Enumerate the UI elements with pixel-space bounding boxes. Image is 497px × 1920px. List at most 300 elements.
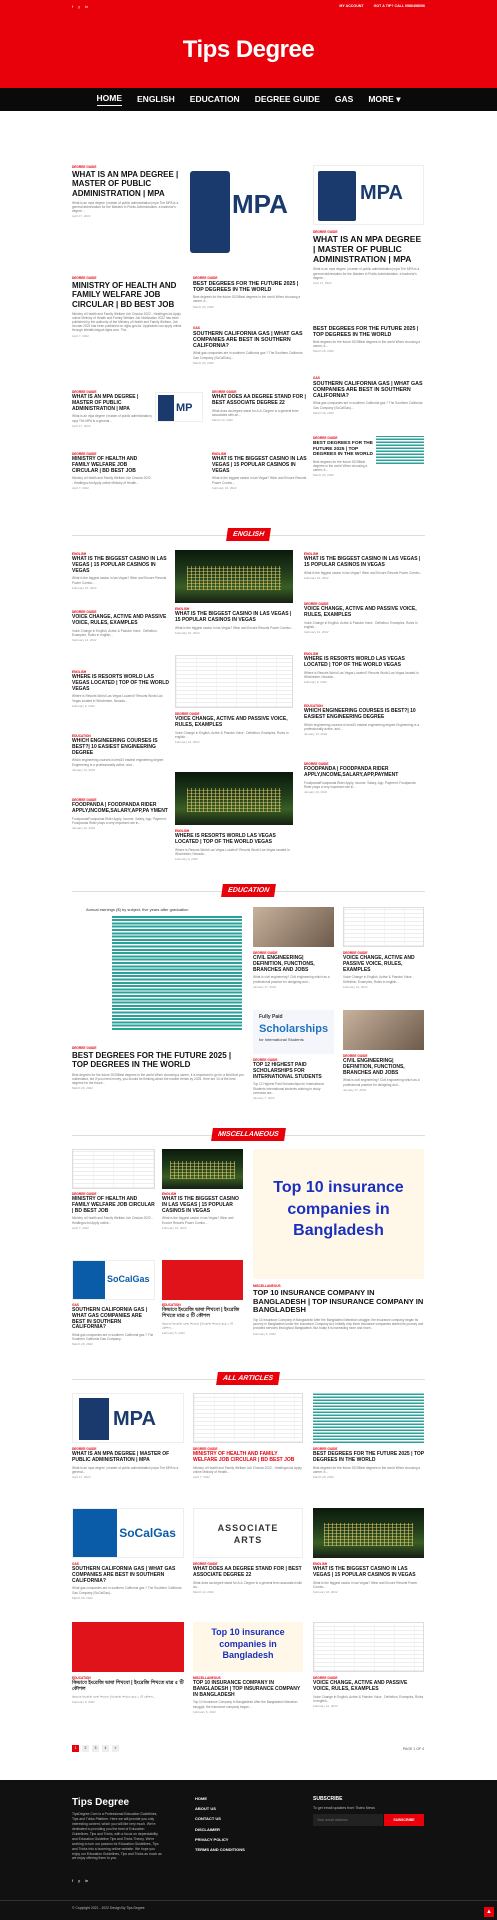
english-c1-image[interactable] <box>175 550 293 603</box>
post-category[interactable]: ENGLISH <box>313 1562 328 1566</box>
post-category[interactable]: DEGREE GUIDE <box>72 390 97 394</box>
mpa-book-icon <box>158 395 174 421</box>
post-excerpt: Voice Change in English, Active & Passive Voice , Definition, Examples, Rules in english... <box>343 975 414 984</box>
post-title[interactable]: SOUTHERN CALIFORNIA GAS | WHAT GAS COMPANIES ARE BEST IN SOUTHERN CALIFORNIA? <box>313 381 423 400</box>
all-a1-image[interactable] <box>72 1393 184 1443</box>
post-date: March 26, 2022 <box>72 1086 93 1090</box>
all-c3-image[interactable] <box>313 1622 424 1672</box>
post-excerpt: FoodpandaFoodpanda Rider Apply, Income, Salary, App, Payment: Foodpanda Rider plays a very important role in... <box>304 780 416 789</box>
post-title[interactable]: WHICH ENGINEERING COURSES IS BEST?| 10 EASIEST ENGINEERING DEGREE <box>304 708 416 720</box>
post-date: February 5, 2022 <box>162 1330 185 1335</box>
post-date: April 17, 2022 <box>72 214 91 219</box>
scholar-caption: Fully Paid <box>259 1014 283 1020</box>
post-excerpt: কিভাবে ইংরেজি ভাষা শিখবো | ইংরেজি শিখতে মাত্র ৫ টি কৌশল... <box>72 1694 156 1699</box>
post-title[interactable]: SOUTHERN CALIFORNIA GAS | WHAT GAS COMPANIES ARE BEST IN SOUTHERN CALIFORNIA? <box>193 331 303 350</box>
english-r2-post[interactable] <box>304 602 424 635</box>
post-date: January 13, 2022 <box>304 731 328 736</box>
post-category[interactable]: DEGREE GUIDE <box>212 390 237 394</box>
featured-mpa-image[interactable] <box>184 163 301 261</box>
insurance-image-text: Top 10 insurance companies in Bangladesh <box>273 1179 404 1240</box>
post-title[interactable]: WHAT IS THE BIGGEST CASINO IN LAS VEGAS | 15 POPULAR CASINOS IN VEGAS <box>162 1196 239 1214</box>
facebook-icon[interactable]: f <box>72 1878 74 1883</box>
post-category[interactable]: DEGREE GUIDE <box>343 1054 368 1058</box>
featured-right-post[interactable] <box>313 230 424 286</box>
post-category[interactable]: ENGLISH <box>72 670 87 674</box>
post-category[interactable]: DEGREE GUIDE <box>72 1447 97 1451</box>
nav-education[interactable]: EDUCATION <box>189 93 240 104</box>
youtube-icon[interactable]: y <box>78 1878 81 1883</box>
post-excerpt: FoodpandaFoodpanda Rider Apply, Income, Salary, App, Payment: Foodpanda Rider plays a very important role in... <box>72 816 167 825</box>
all-c1-post[interactable] <box>72 1676 184 1705</box>
section-misc-header <box>0 1128 497 1141</box>
education-a-post[interactable] <box>253 951 334 990</box>
footer-link-disclaimer[interactable]: DISCLAIMER <box>195 1826 220 1832</box>
linkedin-icon[interactable]: in <box>85 1878 89 1883</box>
scholar-word: Scholarships <box>259 1023 329 1035</box>
featured-right-image[interactable] <box>313 165 424 225</box>
post-date: March 13, 2022 <box>193 1589 214 1594</box>
post-title[interactable]: FOODPANDA | FOODPANDA RIDER APPLY,INCOME,SALARY,APP,PAYMENT <box>304 766 399 778</box>
post-date: April 17, 2022 <box>72 1474 91 1479</box>
post-title[interactable]: WHAT DOES AA DEGREE STAND FOR | BEST ASSOCIATE DEGREE 22 <box>193 1566 302 1578</box>
footer-links <box>195 1796 245 1852</box>
site-footer <box>0 1780 497 1920</box>
post-excerpt: Voice Change in English, Active & Passive Voice , Definition, Examples, Rules in english... <box>72 628 158 637</box>
linkedin-icon[interactable]: in <box>85 4 89 9</box>
english-r3-post[interactable] <box>304 652 424 685</box>
post-excerpt: Voice Change in English, Active & Passive Voice , Definition, Examples, Rules in english... <box>313 1694 424 1703</box>
post-date: March 26, 2022 <box>193 360 214 365</box>
all-a2-image[interactable] <box>193 1393 303 1443</box>
post-category[interactable]: DEGREE GUIDE <box>253 1058 278 1062</box>
post-excerpt: Best degrees for the future 2025Best degrees in the world When choosing a career, it is important to go for a field that you understand, but if you need money, you should be thinking about the market trends by 2025. Here are 10 of the best degrees for the future... <box>72 1072 244 1085</box>
post-excerpt: What is the biggest casino in las Vegas? Winn and Encore Resorts Power Combo... <box>162 1216 234 1225</box>
post-date: March 26, 2022 <box>72 1595 93 1600</box>
post-title[interactable]: WHAT IS AN MPA DEGREE | MASTER OF PUBLIC ADMINISTRATION | MPA <box>72 394 139 412</box>
post-date: January 17, 2022 <box>253 984 277 989</box>
post-category[interactable]: EDUCATION <box>72 734 91 738</box>
english-l5-post[interactable] <box>72 798 172 831</box>
next-page-icon[interactable]: » <box>112 1745 119 1752</box>
misc-a-post[interactable] <box>72 1192 155 1231</box>
post-title[interactable]: WHAT DOES AA DEGREE STAND FOR | BEST ASSOCIATE DEGREE 22 <box>212 394 306 406</box>
post-date: March 26, 2022 <box>313 349 334 354</box>
post-date: April 7, 2022 <box>72 1225 89 1230</box>
featured-left-post[interactable] <box>72 165 182 219</box>
footer-divider <box>0 1900 497 1901</box>
socalgas-logo-icon <box>73 1261 105 1299</box>
misc-c-post[interactable] <box>72 1303 155 1347</box>
english-l3-post[interactable] <box>72 670 172 709</box>
post-category[interactable]: DEGREE GUIDE <box>193 276 218 280</box>
grid1b-e-post[interactable] <box>313 436 373 478</box>
post-title[interactable]: TOP 10 INSURANCE COMPANY IN BANGLADESH | TOP INSURANCE COMPANY IN BANGLADESH <box>193 1680 301 1698</box>
misc-d-post[interactable] <box>162 1303 243 1336</box>
education-chart-image[interactable] <box>72 905 247 1040</box>
post-category[interactable]: DEGREE GUIDE <box>304 602 329 606</box>
post-date: February 16, 2022 <box>304 575 329 580</box>
post-title[interactable]: BEST DEGREES FOR THE FUTURE 2025 | TOP DEGREES IN THE WORLD <box>72 1051 232 1070</box>
post-excerpt: What is the biggest casino in las Vegas? Winn and Encore Resorts Power Combo... <box>304 570 422 575</box>
post-excerpt: Top 10 Insurance Company in Bangladesh After the Bangladesh liberation struggle, the insurance company began... <box>193 1700 298 1709</box>
post-title[interactable]: WHAT IS THE BIGGEST CASINO IN LAS VEGAS | 15 POPULAR CASINOS IN VEGAS <box>175 611 292 623</box>
nav-degree-guide[interactable]: DEGREE GUIDE <box>254 93 320 104</box>
post-date: April 17, 2022 <box>313 280 332 285</box>
socalgas-logo-icon <box>73 1509 117 1557</box>
post-excerpt: Top 10 Insurance Company in Bangladesh After the Bangladesh liberation struggle, the insurance company began its journey in Bangladesh under the Insurance Company Act. Initially only three insurance companies started its journey and provided services throughout Bangladesh. But today it is increasing more and more... <box>253 1318 424 1331</box>
english-c3-image[interactable] <box>175 772 293 825</box>
post-category[interactable]: EDUCATION <box>162 1303 181 1307</box>
post-date: March 26, 2022 <box>193 304 214 309</box>
nav-gas[interactable]: GAS <box>334 93 354 104</box>
post-category[interactable]: DEGREE GUIDE <box>72 452 97 456</box>
post-title[interactable]: WHAT IS AN MPA DEGREE | MASTER OF PUBLIC ADMINISTRATION | MPA <box>72 170 179 198</box>
post-date: March 26, 2022 <box>313 1474 334 1479</box>
post-title[interactable]: SOUTHERN CALIFORNIA GAS | WHAT GAS COMPANIES ARE BEST IN SOUTHERN CALIFORNIA? <box>72 1566 176 1584</box>
all-b1-image[interactable] <box>72 1508 184 1558</box>
post-excerpt: What is the biggest casino in las Vegas? Winn and Encore Resorts Power Combo... <box>313 1580 418 1589</box>
post-category[interactable]: ENGLISH <box>175 607 190 611</box>
education-d-image[interactable] <box>343 1010 424 1050</box>
english-r5-post[interactable] <box>304 762 424 795</box>
post-title[interactable]: কিভাবে ইংরেজি ভাষা শিখবো | ইংরেজি শিখতে মাত্র ৫ টি কৌশল <box>162 1307 240 1319</box>
post-excerpt: What is an mpa degree | master of public administration| mpa The MPA is a general... <box>72 414 152 423</box>
misc-b-post[interactable] <box>162 1192 243 1231</box>
post-category[interactable]: DEGREE GUIDE <box>72 1046 97 1050</box>
post-title[interactable]: WHERE IS RESORTS WORLD LAS VEGAS LOCATED | TOP OF THE WORLD VEGAS <box>304 656 405 668</box>
post-title[interactable]: BEST DEGREES FOR THE FUTURE 2025 | TOP DEGREES IN THE WORLD <box>193 281 299 294</box>
footer-link-terms[interactable]: TERMS AND CONDITIONS <box>195 1846 245 1852</box>
misc-d-image[interactable] <box>162 1260 243 1300</box>
english-r4-post[interactable] <box>304 704 424 737</box>
post-category[interactable]: DEGREE GUIDE <box>253 951 278 955</box>
post-title[interactable]: WHAT IS THE BIGGEST CASINO IN LAS VEGAS | 15 POPULAR CASINOS IN VEGAS <box>212 456 307 474</box>
grid1-mid2-post[interactable] <box>193 326 303 366</box>
post-title[interactable]: MINISTRY OF HEALTH AND FAMILY WELFARE JOB CIRCULAR | BD BEST JOB <box>72 456 138 474</box>
post-title[interactable]: VOICE CHANGE, ACTIVE AND PASSIVE VOICE, RULES, EXAMPLES <box>313 1680 408 1692</box>
post-category[interactable]: DEGREE GUIDE <box>193 1562 218 1566</box>
post-category[interactable]: DEGREE GUIDE <box>343 951 368 955</box>
post-title[interactable]: VOICE CHANGE, ACTIVE AND PASSIVE VOICE, RULES, EXAMPLES <box>304 606 417 618</box>
post-date: February 12, 2022 <box>175 739 200 744</box>
mpa-logo-text: MPA <box>113 1408 156 1430</box>
footer-brand[interactable]: Tips Degree <box>72 1797 130 1808</box>
nav-more[interactable]: MORE ▾ <box>368 93 401 104</box>
post-excerpt: Where is Resorts World Las Vegas Located? Resorts World Las Vegas located in Winchester, Nevada... <box>72 694 163 703</box>
post-excerpt: What is the biggest casino in las Vegas? Winn and Encore Resorts Power Combo... <box>72 576 167 585</box>
page-2[interactable]: 2 <box>82 1745 89 1752</box>
post-excerpt: What is an mpa degree | master of public administration| mpa The MPA is a general... <box>72 1465 179 1474</box>
grid1b-e-image[interactable] <box>376 436 424 464</box>
english-c1-post[interactable] <box>175 607 293 636</box>
post-title[interactable]: BEST DEGREES FOR THE FUTURE 2025 | TOP DEGREES IN THE WORLD <box>313 1451 424 1463</box>
all-b2-post[interactable] <box>193 1562 303 1595</box>
english-c3-post[interactable] <box>175 829 293 862</box>
footer-copyright: © Copyright 2021 - 2022 Design By Tips Degree <box>72 1906 145 1910</box>
all-c1-image[interactable] <box>72 1622 184 1672</box>
scholar-sub: for International Students <box>259 1037 304 1042</box>
post-excerpt: What is civil engineering? Civil engineering which as a professional practice for designing and... <box>253 975 330 984</box>
education-d-post[interactable] <box>343 1054 424 1093</box>
my-account-link[interactable]: MY ACCOUNT <box>339 4 364 8</box>
socalgas-logo-text: SoCalGas <box>119 1525 176 1540</box>
section-title: MISCELLANEOUS <box>211 1128 286 1141</box>
tip-call-link[interactable]: GOT A TIP? CALL 0986458056 <box>373 4 425 8</box>
education-b-post[interactable] <box>343 951 424 990</box>
mpa-book-icon <box>318 171 356 221</box>
grid1-right2-post[interactable] <box>313 376 424 416</box>
post-date: April 17, 2022 <box>72 423 91 428</box>
post-excerpt: Where is Resorts World Las Vegas Located? Resorts World Las Vegas located in Winchester, Nevada... <box>304 670 419 679</box>
post-title[interactable]: MINISTRY OF HEALTH AND FAMILY WELFARE JOB CIRCULAR | BD BEST JOB <box>193 1451 295 1463</box>
post-date: February 16, 2022 <box>72 585 97 590</box>
english-l1-post[interactable] <box>72 552 172 591</box>
top-links <box>339 4 425 9</box>
page-3[interactable]: 3 <box>92 1745 99 1752</box>
socalgas-logo-text: SoCalGas <box>107 1274 150 1285</box>
english-r1-post[interactable] <box>304 552 424 581</box>
post-date: April 7, 2022 <box>72 485 89 490</box>
section-all-header <box>0 1372 497 1385</box>
chart-title: Annual earnings ($) by subject, five years after graduation <box>86 907 189 912</box>
subscribe-email-input[interactable] <box>313 1814 383 1826</box>
post-category[interactable]: ENGLISH <box>72 552 87 556</box>
post-date: February 16, 2022 <box>313 1589 338 1594</box>
post-excerpt: Ministry of Health and Family Welfare Job Circular 2022 - Healthgov.bd Apply online... <box>72 1216 153 1225</box>
post-excerpt: Best degrees for the future 2025Best degrees in the world When choosing a career, it... <box>193 295 301 304</box>
misc-big-image[interactable] <box>253 1149 424 1279</box>
post-category[interactable]: DEGREE GUIDE <box>304 762 329 766</box>
post-title[interactable]: WHICH ENGINEERING COURSES IS BEST?| 10 EASIEST ENGINEERING DEGREE <box>72 738 158 756</box>
grid1b-a-image[interactable] <box>155 392 203 422</box>
post-category[interactable]: ENGLISH <box>212 452 227 456</box>
post-excerpt: What is the biggest casino in las Vegas? Winn and Encore Resorts Power Combo... <box>175 625 293 630</box>
post-date: March 26, 2022 <box>313 410 334 415</box>
pagination <box>72 1745 119 1752</box>
footer-social <box>72 1878 88 1883</box>
post-excerpt: Which engineering courses is best10 easiest engineering degree Engineering is a professionally active, and... <box>72 758 164 767</box>
post-excerpt: Top 12 Highest Paid Scholarships for International Students International students wishing to study overseas are... <box>253 1082 324 1095</box>
post-date: January 17, 2022 <box>343 1087 367 1092</box>
mpa-logo-text: MPA <box>360 182 403 204</box>
post-category[interactable]: MISCELLANEOUS <box>253 1284 281 1288</box>
education-c-image[interactable] <box>253 1010 334 1054</box>
grid1-big-post[interactable] <box>72 276 182 338</box>
misc-big-post[interactable] <box>253 1284 424 1336</box>
all-c3-post[interactable] <box>313 1676 424 1709</box>
post-title[interactable]: TOP 12 HIGHEST PAID SCHOLARSHIPS FOR INTERNATIONAL STUDENTS <box>253 1062 322 1080</box>
post-excerpt: What is the biggest casino in las Vegas? Winn and Encore Resorts Power Combo... <box>212 476 307 485</box>
post-excerpt: Voice Change in English, Active & Passive Voice , Definition, Examples, Rules in english... <box>175 730 289 739</box>
mpa-book-icon <box>79 1398 109 1440</box>
top-header <box>0 0 497 88</box>
footer-link-privacy[interactable]: PRIVACY POLICY <box>195 1836 229 1842</box>
post-date: February 5, 2022 <box>72 1699 95 1704</box>
post-excerpt: What gas companies are in southern California gas ? The Southern California Gas Company (SoCalGas)... <box>193 351 303 360</box>
grid1b-d-post[interactable] <box>212 452 307 491</box>
post-date: March 13, 2022 <box>212 417 233 422</box>
post-title[interactable]: WHAT IS THE BIGGEST CASINO IN LAS VEGAS | 15 POPULAR CASINOS IN VEGAS <box>72 556 167 574</box>
post-category[interactable]: EDUCATION <box>304 704 323 708</box>
misc-a-image[interactable] <box>72 1149 155 1189</box>
post-category[interactable]: DEGREE GUIDE <box>72 165 97 169</box>
all-b1-post[interactable] <box>72 1562 184 1601</box>
post-title[interactable]: WHAT IS AN MPA DEGREE | MASTER OF PUBLIC ADMINISTRATION | MPA <box>313 234 422 264</box>
all-c2-image[interactable] <box>193 1622 303 1672</box>
grid1b-a-post[interactable] <box>72 390 152 429</box>
post-category[interactable]: DEGREE GUIDE <box>313 1676 338 1680</box>
post-excerpt: Which engineering courses is best10 easiest engineering degree Engineering is a professionally active, and... <box>304 722 420 731</box>
post-title[interactable]: CIVIL ENGINEERING| DEFINITION, FUNCTIONS, BRANCHES AND JOBS <box>253 955 315 973</box>
post-category[interactable]: DEGREE GUIDE <box>175 712 200 716</box>
post-category[interactable]: DEGREE GUIDE <box>72 276 97 280</box>
post-title[interactable]: MINISTRY OF HEALTH AND FAMILY WELFARE JOB CIRCULAR | BD BEST JOB <box>72 1196 155 1214</box>
post-title[interactable]: WHAT IS AN MPA DEGREE | MASTER OF PUBLIC ADMINISTRATION | MPA <box>72 1451 170 1463</box>
post-category[interactable]: GAS <box>72 1562 79 1566</box>
english-c2-image[interactable] <box>175 655 293 708</box>
footer-link-home[interactable]: HOME <box>195 1796 207 1801</box>
post-date: April 7, 2022 <box>72 333 89 338</box>
post-category[interactable]: ENGLISH <box>175 829 190 833</box>
post-excerpt: Ministry of Health and Family Welfare Job Circular 2022 - Healthgov.bd Apply online Ministry of Health... <box>193 1465 302 1474</box>
post-title[interactable]: WHERE IS RESORTS WORLD LAS VEGAS LOCATED | TOP OF THE WORLD VEGAS <box>175 833 276 845</box>
post-category[interactable]: EDUCATION <box>72 1676 91 1680</box>
post-date: February 12, 2022 <box>343 984 368 989</box>
footer-about: TipsDegree.Com is a Professional Education Guidelines, Tips and Tricks Platform. Here we will provide you only interesting content, which you will like very much. We're dedicated to providing you the best of Education Guidelines, Tips and Tricks, with a focus on dependability and Education Guideline Tips and Tricks Theory. We're working to turn our passion for Education Guidelines, Tips and Tricks into a booming online website. We hope you enjoy our Education Guidelines, Tips and Tricks as much as we enjoy offering them to you. <box>72 1812 162 1861</box>
post-date: February 9, 2022 <box>175 856 198 861</box>
post-category[interactable]: DEGREE GUIDE <box>313 230 338 234</box>
post-date: January 10, 2022 <box>304 789 328 794</box>
post-title[interactable]: FOODPANDA | FOODPANDA RIDER APPLY,INCOME,SALARY,APP,PA YMENT <box>72 802 168 814</box>
subscribe-button[interactable]: SUBSCRIBE <box>384 1814 424 1826</box>
post-category[interactable]: GAS <box>72 1303 79 1307</box>
post-title[interactable]: VOICE CHANGE, ACTIVE AND PASSIVE VOICE, RULES, EXAMPLES <box>175 716 288 728</box>
post-date: February 12, 2022 <box>72 637 97 642</box>
post-title[interactable]: VOICE CHANGE, ACTIVE AND PASSIVE VOICE, RULES, EXAMPLES <box>72 614 167 626</box>
nav-english[interactable]: ENGLISH <box>137 93 175 104</box>
all-a1-post[interactable] <box>72 1447 184 1480</box>
post-title[interactable]: WHAT IS THE BIGGEST CASINO IN LAS VEGAS | 15 POPULAR CASINOS IN VEGAS <box>313 1566 416 1578</box>
all-a3-post[interactable] <box>313 1447 424 1480</box>
post-category[interactable]: DEGREE GUIDE <box>72 610 97 614</box>
post-title[interactable]: TOP 10 INSURANCE COMPANY IN BANGLADESH | TOP INSURANCE COMPANY IN BANGLADESH <box>253 1288 424 1315</box>
all-b3-image[interactable] <box>313 1508 424 1558</box>
social-links <box>72 4 88 9</box>
misc-c-image[interactable] <box>72 1260 155 1300</box>
all-a3-image[interactable] <box>313 1393 424 1443</box>
post-excerpt: What does aa degree stand for A.A. Degree is a general term associated with an... <box>193 1580 303 1589</box>
english-c2-post[interactable] <box>175 712 293 745</box>
scroll-top-icon[interactable]: ▲ <box>484 1907 494 1917</box>
page-count: PAGE 1 OF 4 <box>402 1747 424 1751</box>
post-category[interactable]: ENGLISH <box>162 1192 177 1196</box>
section-title: EDUCATION <box>221 884 276 897</box>
post-date: February 16, 2022 <box>175 630 200 635</box>
post-date: March 26, 2022 <box>72 1342 93 1347</box>
all-a2-post[interactable] <box>193 1447 303 1480</box>
post-category[interactable]: GAS <box>193 326 200 330</box>
post-category[interactable]: GAS <box>313 376 320 380</box>
main-nav <box>0 88 497 111</box>
post-title[interactable]: MINISTRY OF HEALTH AND FAMILY WELFARE JOB CIRCULAR | BD BEST JOB <box>72 281 177 309</box>
footer-link-contact[interactable]: CONTACT US <box>195 1816 221 1822</box>
chevron-down-icon: ▾ <box>396 93 401 104</box>
page-1[interactable]: 1 <box>72 1745 79 1752</box>
education-b-image[interactable] <box>343 907 424 947</box>
all-b3-post[interactable] <box>313 1562 424 1595</box>
grid1-mid1-post[interactable] <box>193 276 303 310</box>
post-excerpt: Where is Resorts World Las Vegas Located? Resorts World Las Vegas located in Winchester, Nevada... <box>175 847 290 856</box>
post-title[interactable]: CIVIL ENGINEERING| DEFINITION, FUNCTIONS, BRANCHES AND JOBS <box>343 1058 405 1076</box>
post-date: January 13, 2022 <box>72 767 96 772</box>
english-l2-post[interactable] <box>72 610 172 643</box>
post-category[interactable]: DEGREE GUIDE <box>72 798 97 802</box>
post-title[interactable]: WHERE IS RESORTS WORLD LAS VEGAS LOCATED | TOP OF THE WORLD VEGAS <box>72 674 169 692</box>
section-english-header <box>0 528 497 541</box>
grid1b-c-post[interactable] <box>72 452 152 491</box>
education-a-image[interactable] <box>253 907 334 947</box>
post-category[interactable]: ENGLISH <box>304 552 319 556</box>
all-b2-image[interactable] <box>193 1508 303 1558</box>
post-excerpt: What gas companies are in southern California gas ? The Southern California Gas Company... <box>72 1333 154 1342</box>
grid1b-b-post[interactable] <box>212 390 307 423</box>
post-category[interactable]: ENGLISH <box>304 652 319 656</box>
site-logo[interactable]: Tips Degree <box>182 36 315 63</box>
post-excerpt: Ministry of Health and Family Welfare Job Circular 2022 - Healthgov.bd Apply online Ministry of Health and Family Welfare Job Notification 2022 has been published by the authority of the Ministry of Health and Family Welfare. Job circular 2022 has been published on dghs.gov.bd. Applicants can apply online through teletalk.bdgovt.dghs.com. The... <box>72 311 182 333</box>
nav-home[interactable]: HOME <box>97 93 123 106</box>
footer-link-about[interactable]: ABOUT US <box>195 1806 216 1812</box>
insurance-image-text: Top 10 insurance companies in Bangladesh <box>211 1627 285 1661</box>
misc-b-image[interactable] <box>162 1149 243 1189</box>
post-title[interactable]: BEST DEGREES FOR THE FUTURE 2025 | TOP DEGREES IN THE WORLD <box>313 441 373 458</box>
youtube-icon[interactable]: y <box>78 4 81 9</box>
english-l4-post[interactable] <box>72 734 172 773</box>
post-title[interactable]: কিভাবে ইংরেজি ভাষা শিখবো | ইংরেজি শিখতে মাত্র ৫ টি কৌশল <box>72 1680 184 1692</box>
post-date: February 12, 2022 <box>304 629 329 634</box>
chart-bars <box>112 915 242 1030</box>
grid1-right1-post[interactable] <box>313 326 424 354</box>
post-title[interactable]: BEST DEGREES FOR THE FUTURE 2025 | TOP DEGREES IN THE WORLD <box>313 326 419 339</box>
post-excerpt: What is an mpa degree | master of public administration| mpa The MPA is a general abbreviation for the Masters in Public Administration. a bachelor's degree... <box>72 200 179 214</box>
post-category[interactable]: DEGREE GUIDE <box>313 1447 338 1451</box>
post-date: March 26, 2022 <box>313 473 334 478</box>
post-excerpt: What is civil engineering? Civil engineering which as a professional practice for designing and... <box>343 1078 420 1087</box>
post-title[interactable]: SOUTHERN CALIFORNIA GAS | WHAT GAS COMPANIES ARE BEST IN SOUTHERN CALIFORNIA? <box>72 1307 148 1331</box>
post-date: January 7, 2022 <box>253 1095 275 1100</box>
section-education-header <box>0 884 497 897</box>
post-category[interactable]: DEGREE GUIDE <box>193 1447 218 1451</box>
post-category[interactable]: DEGREE GUIDE <box>72 1192 97 1196</box>
education-c-post[interactable] <box>253 1058 334 1101</box>
post-category[interactable]: MISCELLANEOUS <box>193 1676 221 1680</box>
all-c2-post[interactable] <box>193 1676 303 1715</box>
facebook-icon[interactable]: f <box>72 4 74 9</box>
post-excerpt: Best degrees for the future 2025Best degrees in the world When choosing a career, it... <box>313 1465 421 1474</box>
post-category[interactable]: DEGREE GUIDE <box>313 436 338 440</box>
post-title[interactable]: WHAT IS THE BIGGEST CASINO IN LAS VEGAS | 15 POPULAR CASINOS IN VEGAS <box>304 556 421 568</box>
education-big-post[interactable] <box>72 1046 247 1091</box>
associate-arts-text: ASSOCIATE ARTS <box>217 1523 279 1545</box>
post-date: January 10, 2022 <box>72 825 96 830</box>
post-excerpt: Ministry of Health and Family Welfare Job Circular 2022 - Healthgov.bd Apply online Ministry of Health... <box>72 476 151 485</box>
post-title[interactable]: VOICE CHANGE, ACTIVE AND PASSIVE VOICE, RULES, EXAMPLES <box>343 955 415 973</box>
post-excerpt: Best degrees for the future 2025Best degrees in the world When choosing a career, it... <box>313 459 368 473</box>
section-title: ENGLISH <box>226 528 271 541</box>
mpa-logo-text: MP <box>176 402 193 414</box>
post-date: February 16, 2022 <box>162 1225 187 1230</box>
page-4[interactable]: 4 <box>102 1745 109 1752</box>
post-excerpt: What is an mpa degree | master of public administration| mpa The MPA is a general abbreviation for the Masters in Public Administration. a bachelor's degree... <box>313 267 420 280</box>
